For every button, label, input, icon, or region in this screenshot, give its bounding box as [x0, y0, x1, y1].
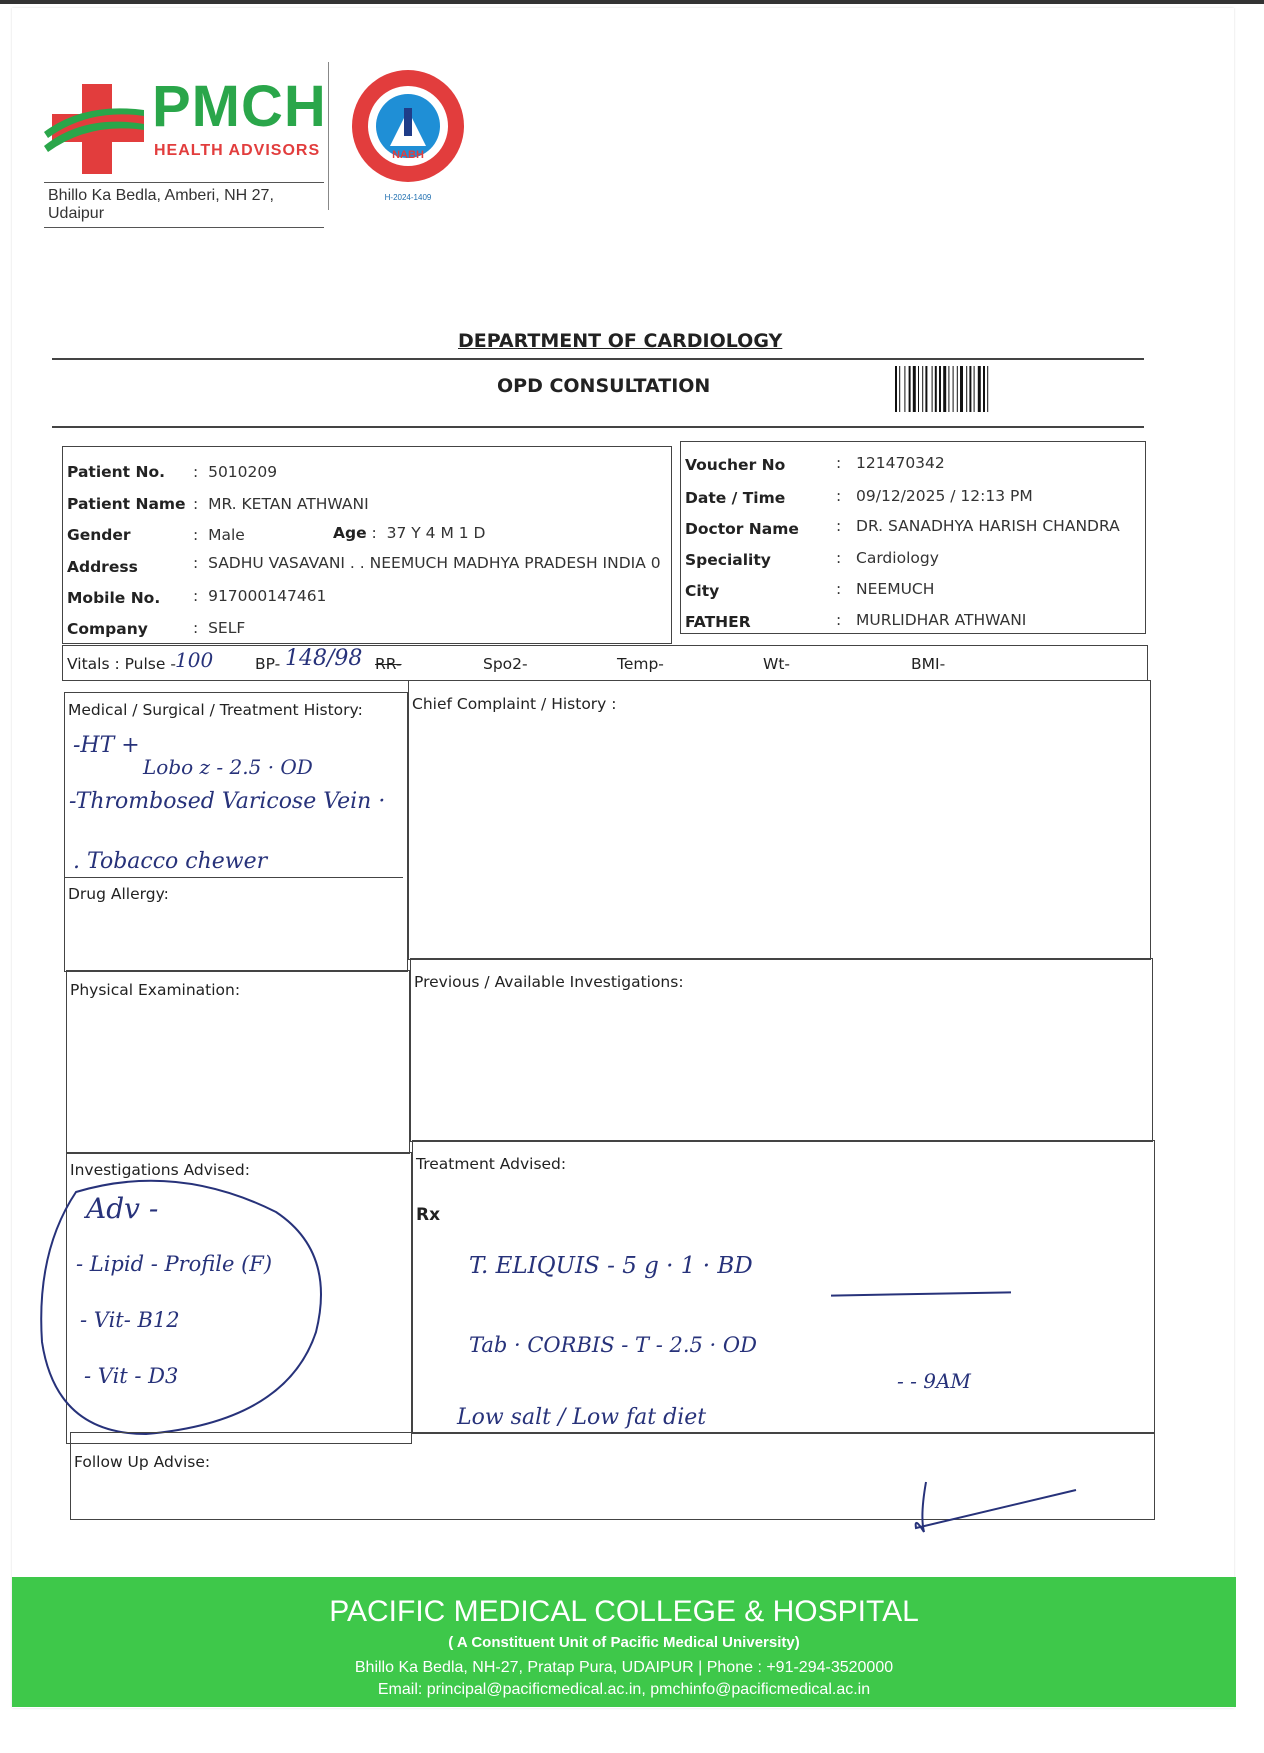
- datetime-value: : 09/12/2025 / 12:13 PM: [836, 487, 1033, 505]
- spo2-label: Spo2-: [483, 655, 528, 673]
- patient-name: MR. KETAN ATHWANI: [208, 495, 369, 513]
- nabh-code: H-2024-1409: [384, 193, 432, 202]
- barcode-bar: [983, 366, 985, 412]
- speciality-value: : Cardiology: [836, 549, 939, 567]
- treatment-advised-cell: [412, 1140, 1155, 1434]
- city: NEEMUCH: [856, 580, 935, 598]
- history-label: Medical / Surgical / Treatment History:: [68, 701, 363, 719]
- barcode-bar: [957, 366, 958, 412]
- address-label: Address: [67, 558, 138, 576]
- nabh-text: NABH: [392, 149, 424, 161]
- barcode-bar: [943, 366, 946, 412]
- company: SELF: [208, 619, 246, 637]
- address: SADHU VASAVANI . . NEEMUCH MADHYA PRADESH INDIA 0: [208, 554, 661, 572]
- voucher-value: : 121470342: [836, 454, 945, 472]
- physical-exam-label: Physical Examination:: [70, 981, 241, 999]
- logo-subtitle: HEALTH ADVISORS: [154, 142, 321, 159]
- previous-investigations-label: Previous / Available Investigations:: [414, 973, 684, 991]
- mobile-value: : 917000147461: [193, 587, 327, 605]
- patient-name-value: : MR. KETAN ATHWANI: [193, 495, 369, 513]
- investigations-advised-label: Investigations Advised:: [70, 1161, 250, 1179]
- barcode-bar: [948, 366, 949, 412]
- complaint-label: Chief Complaint / History :: [412, 695, 617, 713]
- barcode-bar: [969, 366, 971, 412]
- handwritten-circle: [36, 1172, 326, 1438]
- doctor-value: : DR. SANADHYA HARISH CHANDRA: [836, 517, 1120, 535]
- treatment-underline: [831, 1291, 1011, 1296]
- logo-title: PMCH: [152, 74, 327, 139]
- barcode-bar: [935, 366, 937, 412]
- physical-exam-cell: [66, 970, 410, 1154]
- age: 37 Y 4 M 1 D: [386, 524, 486, 542]
- investigations-line-2: - Lipid - Profile (F): [76, 1252, 273, 1276]
- patient-info-box: [62, 446, 672, 644]
- barcode-bar: [922, 366, 923, 412]
- history-line-1: -HT +: [73, 733, 140, 758]
- footer-hospital-name: PACIFIC MEDICAL COLLEGE & HOSPITAL: [329, 1595, 919, 1628]
- previous-investigations-cell: [410, 958, 1153, 1142]
- rr-label: RR-: [375, 655, 402, 673]
- patient-no-row: [67, 463, 165, 481]
- vitals-row: [62, 645, 1148, 681]
- logo-address: Bhillo Ka Bedla, Amberi, NH 27, Udaipur: [44, 182, 324, 228]
- barcode-bar: [978, 366, 981, 412]
- treatment-line-2: Tab · CORBIS - T - 2.5 · OD: [469, 1333, 757, 1357]
- pulse-label: Vitals : Pulse -: [67, 655, 176, 673]
- department-title: DEPARTMENT OF CARDIOLOGY: [458, 330, 783, 352]
- nabh-seal: [350, 68, 466, 204]
- barcode-bar: [925, 366, 927, 412]
- barcode-bar: [966, 366, 967, 412]
- footer-subtitle: ( A Constituent Unit of Pacific Medical University): [448, 1634, 800, 1651]
- father: MURLIDHAR ATHWANI: [856, 611, 1027, 629]
- barcode-bar: [909, 366, 911, 412]
- pmch-logo: [44, 70, 327, 222]
- history-divider: [65, 877, 403, 878]
- history-cell: [64, 692, 408, 972]
- doctor-label: Doctor Name: [685, 520, 799, 538]
- gender-label: Gender: [67, 526, 131, 544]
- investigations-line-3: - Vit- B12: [80, 1308, 180, 1332]
- history-line-4: . Tobacco chewer: [73, 849, 268, 874]
- barcode-bar: [895, 366, 897, 412]
- history-line-2: Lobo z - 2.5 · OD: [143, 755, 313, 779]
- temp-label: Temp-: [617, 655, 664, 673]
- footer-banner: [12, 1577, 1236, 1707]
- rx-label: Rx: [416, 1205, 441, 1225]
- follow-up-label: Follow Up Advise:: [74, 1453, 211, 1471]
- barcode-bar: [939, 366, 941, 412]
- speciality-label: Speciality: [685, 551, 771, 569]
- gender: Male: [208, 526, 245, 544]
- age-label: Age: [333, 524, 367, 542]
- scan-top-edge: [0, 0, 1264, 4]
- voucher: 121470342: [856, 454, 945, 472]
- barcode-bar: [913, 366, 916, 412]
- wt-label: Wt-: [763, 655, 790, 673]
- drug-allergy-label: Drug Allergy:: [68, 885, 169, 903]
- footer-address: Bhillo Ka Bedla, NH-27, Pratap Pura, UDAIPUR | Phone : +91-294-3520000: [354, 1659, 894, 1676]
- father-value: : MURLIDHAR ATHWANI: [836, 611, 1027, 629]
- treatment-advised-label: Treatment Advised:: [416, 1155, 567, 1173]
- datetime: 09/12/2025 / 12:13 PM: [856, 487, 1033, 505]
- bp-label: BP-: [255, 655, 281, 673]
- treatment-line-1: T. ELIQUIS - 5 g · 1 · BD: [469, 1253, 753, 1279]
- address-value: : SADHU VASAVANI . . NEEMUCH MADHYA PRADESH INDIA 0: [193, 554, 661, 572]
- treatment-line-4: Low salt / Low fat diet: [457, 1405, 707, 1430]
- company-value: : SELF: [193, 619, 246, 637]
- complaint-cell: [408, 680, 1151, 960]
- mobile: 917000147461: [208, 587, 327, 605]
- doctor-signature: [906, 1476, 1086, 1536]
- datetime-label: Date / Time: [685, 489, 786, 507]
- patient-no-value: : 5010209: [193, 463, 278, 481]
- mobile-label: Mobile No.: [67, 589, 161, 607]
- patient-name-label: Patient Name: [67, 495, 186, 513]
- voucher-label: Voucher No: [685, 456, 786, 474]
- footer-email: Email: principal@pacificmedical.ac.in, pmchinfo@pacificmedical.ac.in: [377, 1681, 871, 1698]
- history-line-3: -Thrombosed Varicose Vein ·: [69, 789, 386, 814]
- investigations-line-4: - Vit - D3: [84, 1364, 179, 1388]
- barcode-bar: [932, 366, 933, 412]
- barcode-bar: [960, 366, 963, 412]
- age-row: Age : 37 Y 4 M 1 D: [333, 524, 486, 542]
- barcode-bar: [904, 366, 905, 412]
- bp-handwritten: 148/98: [285, 646, 363, 671]
- investigations-line-1: Adv -: [86, 1192, 159, 1225]
- bmi-label: BMI-: [911, 655, 946, 673]
- city-value: : NEEMUCH: [836, 580, 935, 598]
- barcode-bar: [974, 366, 975, 412]
- barcode-bar: [899, 366, 900, 412]
- treatment-line-3: - - 9AM: [897, 1369, 971, 1393]
- barcode: [895, 366, 1035, 412]
- header-rule-top: [52, 358, 1144, 360]
- form-title: OPD CONSULTATION: [497, 375, 711, 397]
- gender-value: : Male: [193, 526, 245, 544]
- medical-cross-icon: [44, 84, 144, 174]
- patient-no: 5010209: [208, 463, 278, 481]
- header-rule-bottom: [52, 426, 1144, 428]
- visit-info-box: [680, 441, 1146, 634]
- company-label: Company: [67, 620, 148, 638]
- logo-divider: [328, 62, 329, 210]
- barcode-bar: [987, 366, 988, 412]
- barcode-bar: [953, 366, 954, 412]
- speciality: Cardiology: [856, 549, 939, 567]
- barcode-bar: [918, 366, 919, 412]
- pulse-handwritten: 100: [175, 648, 214, 672]
- city-label: City: [685, 582, 720, 600]
- father-label: FATHER: [685, 613, 751, 631]
- patient-no-label: Patient No.: [67, 463, 165, 481]
- doctor: DR. SANADHYA HARISH CHANDRA: [856, 517, 1120, 535]
